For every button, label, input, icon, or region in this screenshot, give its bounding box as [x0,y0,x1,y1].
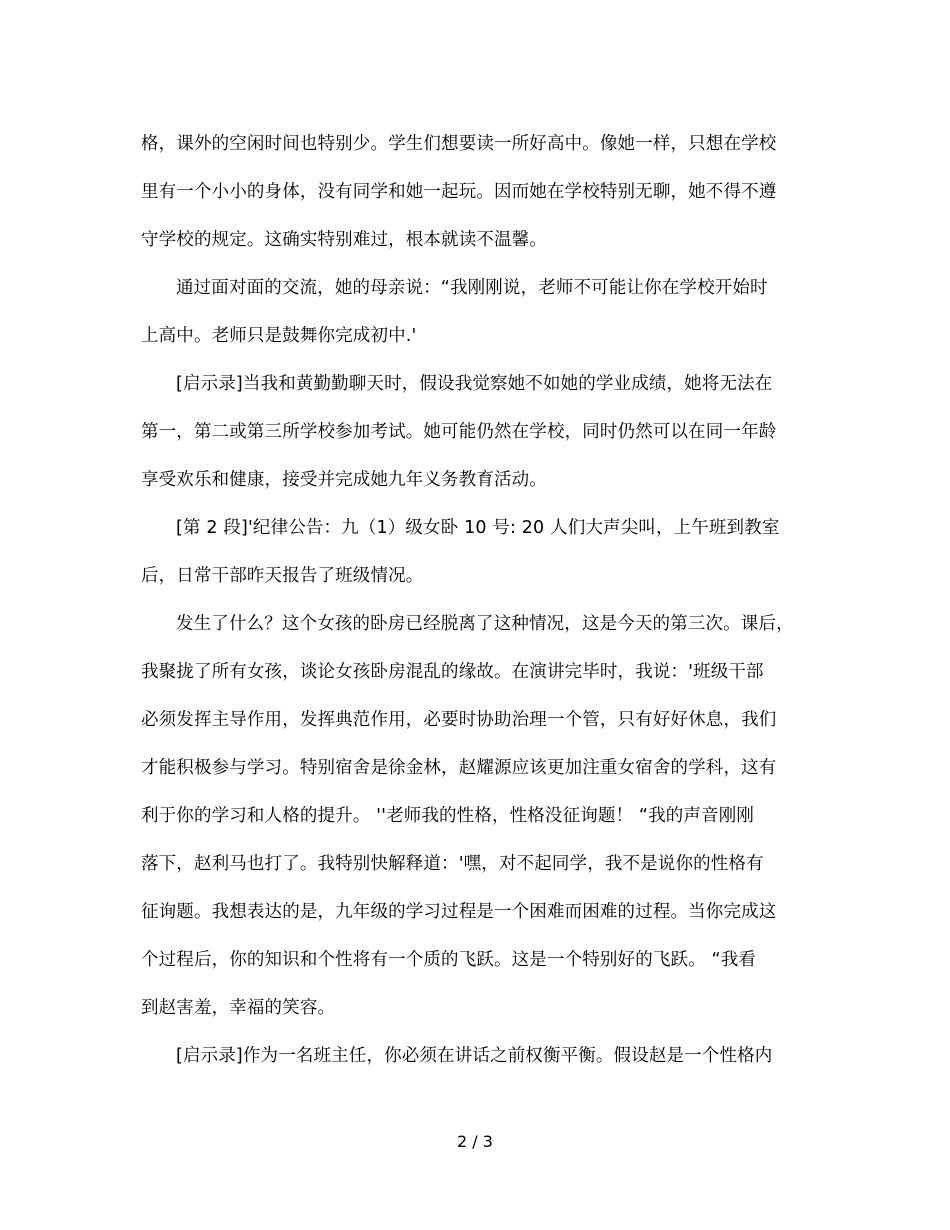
paragraph-start: 发生了什么？这个女孩的卧房已经脱离了这种情况，这是今天的第三次。课后， [176,614,794,634]
text-line-17: 征询题。我想表达的是，九年级的学习过程是一个困难而困难的过程。当你完成这 [141,902,777,922]
text-line-18: 个过程后，你的知识和个性将有一个质的飞跃。这是一个特别好的飞跃。 “我看 [141,950,757,970]
paragraph-start: [第 2 段]'纪律公告：九（1）级女卧 10 号: 20 人们大声尖叫，上午班到教室 [176,518,780,538]
text-line-7: 第一，第二或第三所学校参加考试。她可能仍然在学校，同时仍然可以在同一年龄 [141,422,777,442]
page-number: 2 / 3 [457,1132,493,1151]
text-line-12: 我聚拢了所有女孩，谈论女孩卧房混乱的缘故。在演讲完毕时，我说：'班级干部 [141,662,764,682]
text-line-3: 守学校的规定。这确实特别难过，根本就读不温馨。 [141,230,547,250]
text-line-2: 里有一个小小的身体，没有同学和她一起玩。因而她在学校特别无聊，她不得不遵 [141,182,777,202]
text-line-19: 到赵害羞，幸福的笑容。 [141,998,336,1018]
text-line-10: 后，日常干部昨天报告了班级情况。 [141,566,424,586]
text-line-1: 格，课外的空闲时间也特别少。学生们想要读一所好高中。像她一样，只想在学校 [141,134,777,154]
paragraph-start: [启示录]当我和黄勤勤聊天时，假设我觉察她不如她的学业成绩，她将无法在 [176,374,773,394]
paragraph-start: 通过面对面的交流，她的母亲说：“我刚刚说，老师不可能让你在学校开始时 [176,278,768,298]
text-line-8: 享受欢乐和健康，接受并完成她九年义务教育活动。 [141,470,547,490]
text-line-16: 落下，赵利马也打了。我特别快解释道：'嘿，对不起同学，我不是说你的性格有 [141,854,764,874]
text-line-15: 利于你的学习和人格的提升。 ''老师我的性格，性格没征询题！ “我的声音刚刚 [141,806,755,826]
text-line-13: 必须发挥主导作用，发挥典范作用，必要时协助治理一个管，只有好好休息，我们 [141,710,777,730]
paragraph-start: [启示录]作为一名班主任，你必须在讲话之前权衡平衡。假设赵是一个性格内 [176,1046,773,1066]
text-line-14: 才能积极参与学习。特别宿舍是徐金林，赵耀源应该更加注重女宿舍的学科，这有 [141,758,777,778]
text-line-5: 上高中。老师只是鼓舞你完成初中.' [141,326,417,346]
